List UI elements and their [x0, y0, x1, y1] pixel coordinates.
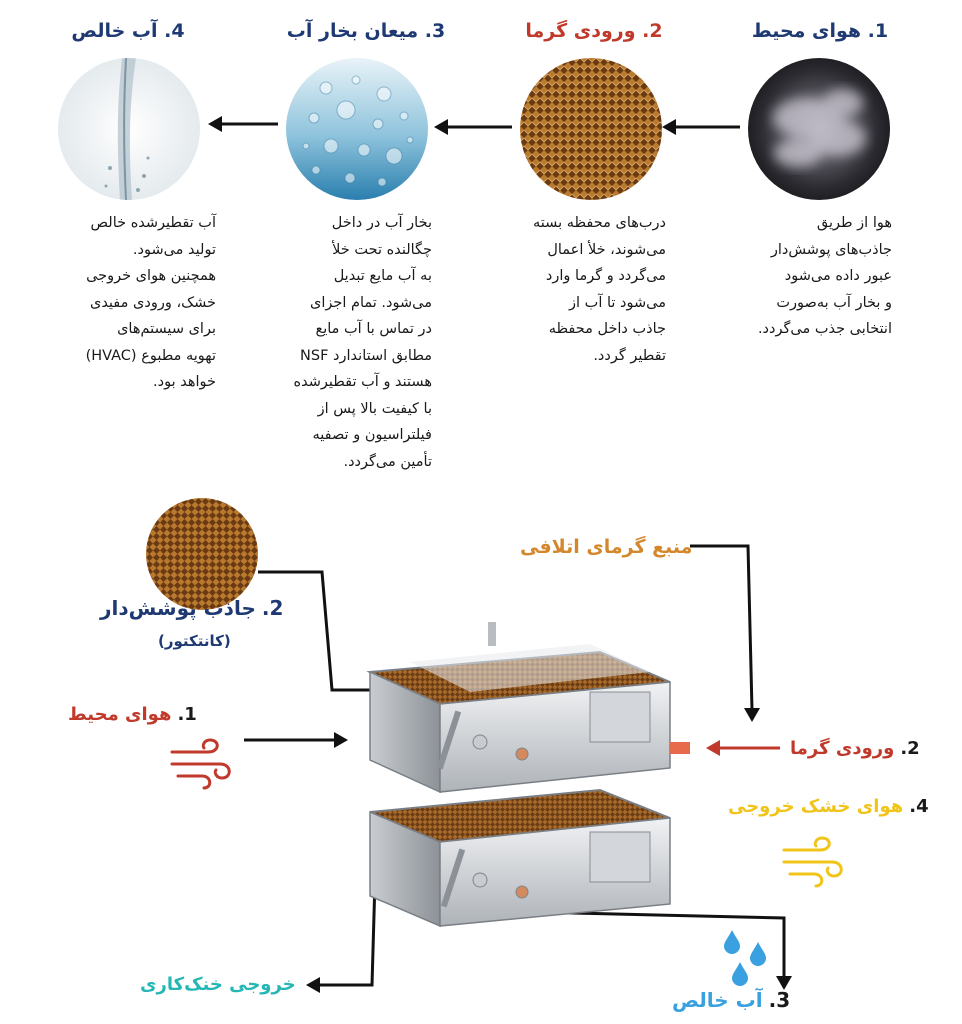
- heat-input-title: ورودی گرما: [790, 738, 895, 759]
- cooling-outlet-label: خروجی خنک‌کاری: [140, 974, 296, 995]
- step-1-number: 1.: [867, 20, 889, 42]
- step-4-description: آب تقطیرشده خالص تولید می‌شود. همچنین هوای خروجی خشک، ورودی مفیدی برای سیستم‌های تهویه مطبوع (HVAC) خواهد بود.: [85, 215, 216, 390]
- ambient-air-label: [68, 704, 197, 725]
- step-3-number: 3.: [424, 20, 446, 42]
- step-1-description: هوا از طریق جاذب‌های پوشش‌دار عبور داده می‌شود و بخار آب به‌صورت انتخابی جذب می‌گردد.: [757, 215, 892, 337]
- contactor-title: جاذب پوشش‌دار: [100, 596, 256, 620]
- step-1-heading: هوای محیط: [751, 20, 862, 42]
- contactor-subtitle: (کانتکتور): [158, 632, 231, 650]
- upper-chamber: [370, 622, 670, 792]
- ambient-air-number: 1.: [177, 704, 197, 725]
- heat-input-label: [790, 738, 920, 759]
- pure-water-label: [672, 988, 790, 1012]
- step-2-heading: ورودی گرما: [525, 20, 636, 42]
- step-2-description: درب‌های محفظه بسته می‌شوند، خلأ اعمال می‌گردد و گرما وارد می‌شود تا آب از جاذب داخل محفظه تقطیر گردد.: [533, 215, 666, 364]
- waste-heat-label: منبع گرمای اتلافی: [520, 536, 693, 558]
- ambient-air-title: هوای محیط: [68, 704, 172, 725]
- lower-chamber: [370, 790, 670, 926]
- step-3-heading: میعان بخار آب: [286, 20, 419, 42]
- dry-exhaust-title: هوای خشک خروجی: [728, 796, 904, 817]
- water-harvester-unit-illustration: [350, 622, 690, 940]
- step-4-number: 4.: [164, 20, 185, 42]
- pure-water-title: آب خالص: [672, 988, 763, 1012]
- contactor-label: [100, 596, 283, 620]
- step-3-description: بخار آب در داخل چگالنده تحت خلأ به آب مایع تبدیل می‌شود. تمام اجزای در تماس با آب مایع مطابق استاندارد NSF هستند و آب تقطیرشده با کیفیت بالا پس از فیلتراسیون و تصفیه تأمین می‌گردد.: [293, 215, 432, 470]
- wind-icon: [780, 836, 846, 888]
- water-drops-icon: [722, 928, 774, 990]
- pure-water-number: 3.: [768, 988, 791, 1012]
- step-4-heading: آب خالص: [71, 20, 158, 42]
- dry-exhaust-label: [728, 796, 929, 817]
- contactor-number: 2.: [261, 596, 284, 620]
- wind-icon: [168, 738, 234, 790]
- step-2-number: 2.: [642, 20, 663, 42]
- contactor-honeycomb-image: [146, 498, 258, 610]
- dry-exhaust-number: 4.: [909, 796, 929, 817]
- heat-input-number: 2.: [900, 738, 920, 759]
